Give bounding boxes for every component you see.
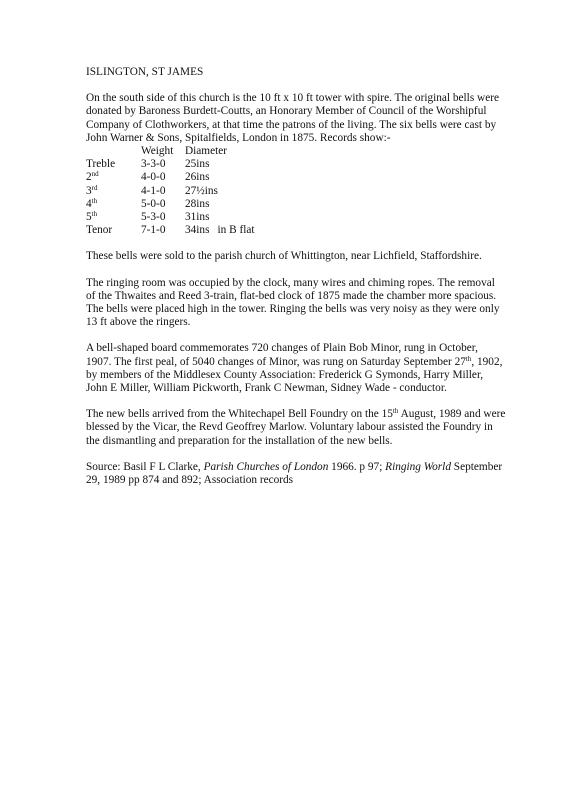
bell-row (86, 198, 506, 211)
bell-diameter: 25ins (185, 158, 210, 171)
source-paragraph (86, 461, 506, 487)
bell-weight: 5-0-0 (141, 197, 166, 210)
ringing-room-paragraph: The ringing room was occupied by the clock, many wires and chiming ropes. The removal of the Thwaites and Reed 3-train, flat-bed clock of 1875 made the chamber more spacious. The bells were placed high in the tower. Ringing the bells was very noisy as they were only 13 ft above the ringers. (86, 276, 500, 329)
bells-table (86, 145, 506, 237)
bells-rows (86, 158, 506, 237)
bell-note: in B flat (217, 224, 255, 237)
board-text-1: A bell-shaped board commemorates 720 changes of Plain Bob Minor, rung in October, 1907. The first peal, of 5040 changes of Minor, was rung on Saturday September 27 (86, 342, 478, 368)
bell-row (86, 224, 506, 237)
source-journal-title: Ringing World (385, 460, 451, 473)
source-text-1: Source: Basil F L Clarke, (86, 460, 204, 473)
new-bells-text-2: August, 1989 and were blessed by the Vicar, the Revd Geoffrey Marlow. Voluntary labour assisted the Foundry in the dismantling and preparation for the installation of the new bells. (86, 408, 506, 447)
board-paragraph (86, 342, 506, 395)
bell-name: 3rd (86, 183, 98, 197)
source-book-title: Parish Churches of London (203, 460, 329, 473)
bell-weight: 7-1-0 (141, 224, 166, 237)
bell-diameter: 27½ins (185, 184, 218, 197)
sold-paragraph: These bells were sold to the parish church of Whittington, near Lichfield, Staffordshire. (86, 250, 482, 263)
bells-header-row (86, 145, 506, 158)
bell-name: 5th (86, 209, 98, 223)
weight-header: Weight (141, 145, 174, 158)
document-page (86, 66, 506, 500)
bell-diameter: 26ins (185, 171, 210, 184)
diameter-header: Diameter (185, 145, 228, 158)
source-text-3: September 29, 1989 pp 874 and 892; Association records (86, 460, 503, 486)
new-bells-text-1: The new bells arrived from the Whitechapel Bell Foundry on the 15 (86, 408, 393, 421)
bell-weight: 5-3-0 (141, 210, 166, 223)
bell-weight: 4-1-0 (141, 184, 166, 197)
new-bells-sup: th (392, 407, 399, 416)
board-text-2: , 1902, by members of the Middlesex County Association: Frederick G Symonds, Harry Miller, John E Miller, William Pickworth, Frank C Newman, Sidney Wade - conductor. (86, 355, 503, 394)
page-title: ISLINGTON, ST JAMES (86, 66, 204, 78)
board-sup: th (465, 354, 472, 363)
bell-row (86, 158, 506, 171)
bell-name: Treble (86, 158, 116, 171)
bell-row (86, 211, 506, 224)
bell-diameter: 34ins (185, 224, 210, 237)
bell-row (86, 185, 506, 198)
bell-name: 4th (86, 196, 98, 210)
bell-name: Tenor (86, 224, 113, 237)
bell-diameter: 28ins (185, 197, 210, 210)
new-bells-paragraph (86, 408, 506, 448)
bell-name: 2nd (86, 170, 99, 184)
source-text-2: 1966. p 97; (328, 460, 386, 473)
bell-diameter: 31ins (185, 210, 210, 223)
bell-weight: 3-3-0 (141, 158, 166, 171)
bell-weight: 4-0-0 (141, 171, 166, 184)
bell-row (86, 171, 506, 184)
intro-paragraph: On the south side of this church is the 10 ft x 10 ft tower with spire. The original bells were donated by Baroness Burdett-Coutts, an Honorary Member of Council of the Worshipful Company of Clothworkers, at that time the patrons of the living. The six bells were cast by John Warner & Sons, Spitalfields, London in 1875. Records show:- (86, 92, 499, 144)
